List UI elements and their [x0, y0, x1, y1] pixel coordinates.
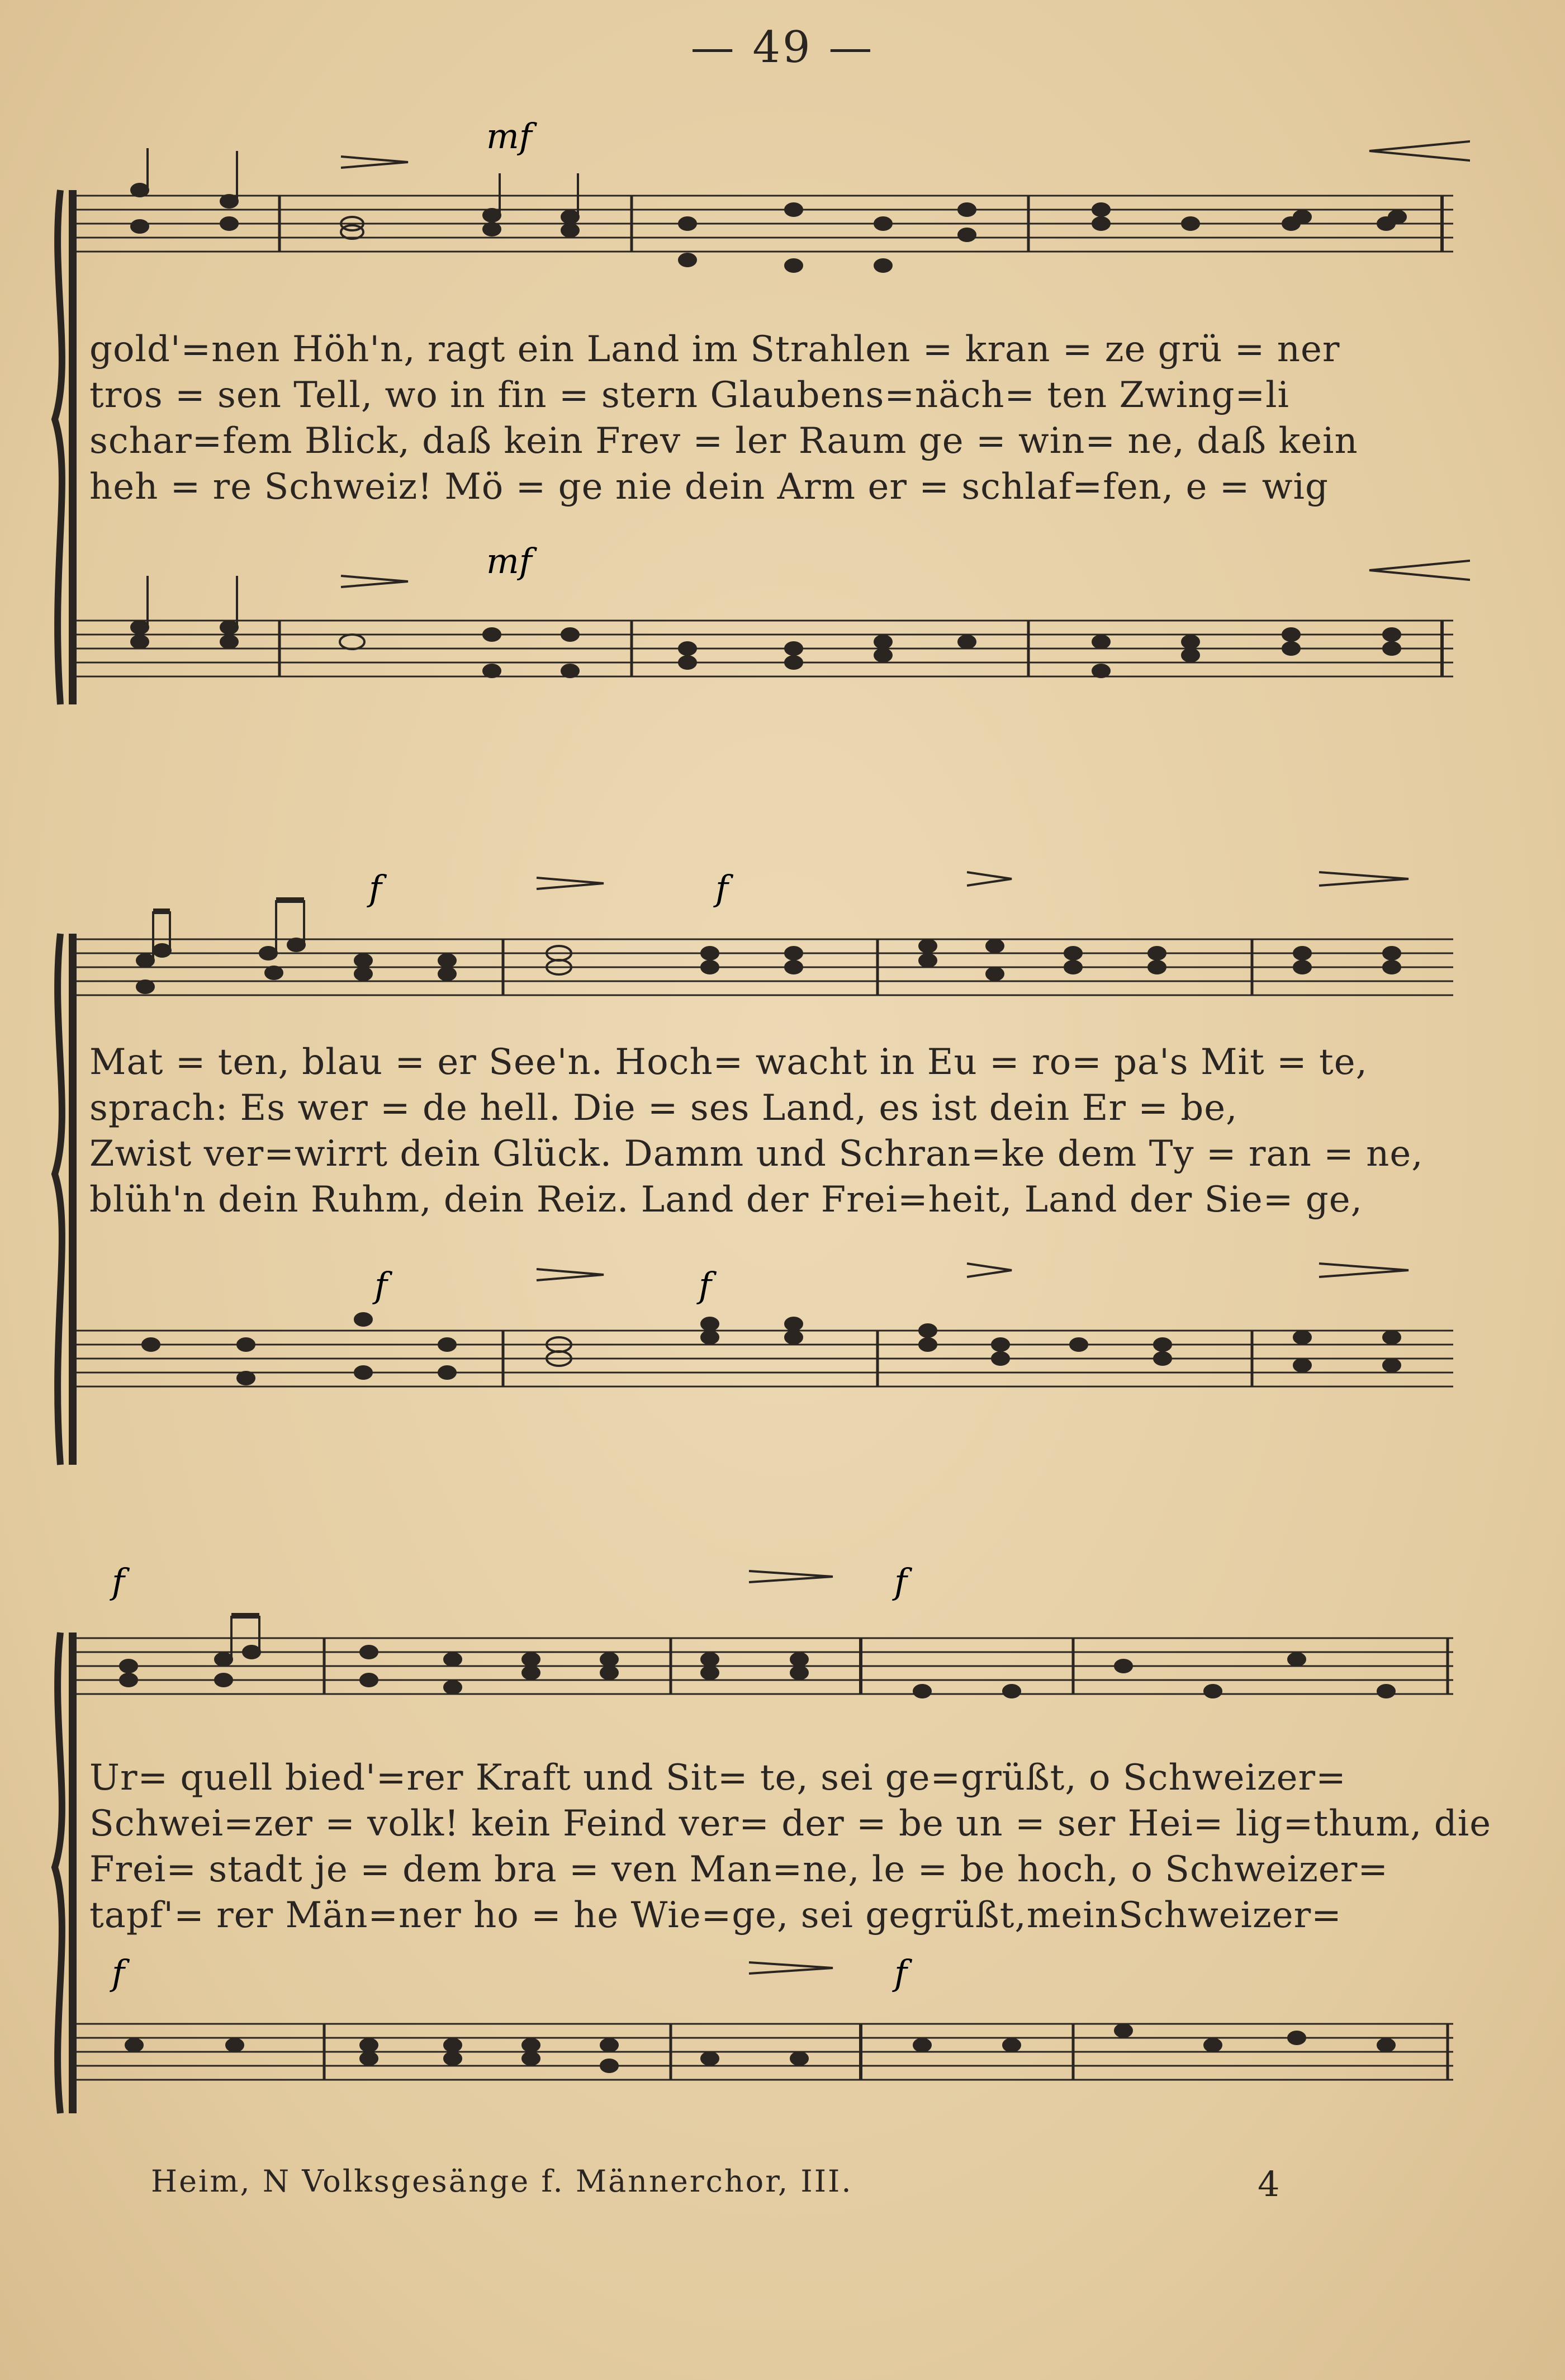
signature-mark: 4 — [1258, 2164, 1282, 2204]
lyric-verse-1: Ur= quell bied'=rer Kraft und Sit= te, sei ge=grüßt, o Schweizer= — [89, 1757, 1346, 1799]
lyric-verse-3: Frei= stadt je = dem bra = ven Man=ne, le = be hoch, o Schweizer= — [89, 1849, 1388, 1890]
system-3 — [50, 1543, 1492, 2147]
notes-lower — [126, 2024, 1395, 2072]
lyric-verse-3: schar=fem Blick, daß kein Frev = ler Raum ge = win= ne, daß kein — [89, 420, 1358, 462]
lyric-verse-3: Zwist ver=wirrt dein Glück. Damm und Schran=ke dem Ty = ran = ne, — [89, 1133, 1424, 1175]
staff-lower — [73, 1331, 1453, 1387]
lyric-verse-1: gold'=nen Höh'n, ragt ein Land im Strahlen = kran = ze grü = ner — [89, 329, 1340, 370]
dynamic-mf: mf — [486, 116, 532, 157]
staff-lower — [73, 621, 1453, 676]
dynamic-f-2: f — [894, 1561, 907, 1602]
accent-mark — [341, 157, 408, 168]
dynamic-f: f — [112, 1561, 125, 1602]
notes-upper — [137, 900, 1400, 993]
lyric-verse-2: Schwei=zer = volk! kein Feind ver= der = be un = ser Hei= lig=thum, die — [89, 1803, 1492, 1844]
lyric-verse-2: sprach: Es wer = de hell. Die = ses Land, es ist dein Er = be, — [89, 1087, 1238, 1129]
system-2 — [50, 839, 1470, 1482]
staff-upper — [73, 1638, 1453, 1694]
dynamic-mf-lower: mf — [486, 541, 532, 581]
system-1 — [50, 106, 1470, 721]
system-1-lyrics — [89, 327, 1470, 517]
dynamic-f-lower-2: f — [894, 1952, 907, 1993]
brace — [55, 190, 62, 704]
dynamic-f-lower: f — [112, 1952, 125, 1993]
staff-lower — [73, 2024, 1453, 2080]
staff-upper — [73, 196, 1453, 252]
dynamic-f-lower: f — [374, 1265, 387, 1305]
lyric-verse-4: heh = re Schweiz! Mö = ge nie dein Arm er = schlaf=fen, e = wig — [89, 466, 1329, 508]
system-3-lyrics — [89, 1756, 1492, 1946]
system-2-lyrics — [89, 1040, 1470, 1230]
notes-lower — [143, 1313, 1400, 1384]
crescendo-mark — [1369, 140, 1470, 162]
lyric-verse-4: tapf'= rer Män=ner ho = he Wie=ge, sei gegrüßt,meinSchweizer= — [89, 1895, 1342, 1936]
page-number: — 49 — — [690, 22, 875, 73]
dynamic-f-lower-2: f — [699, 1265, 712, 1305]
lyric-verse-4: blüh'n dein Ruhm, dein Reiz. Land der Frei=heit, Land der Sie= ge, — [89, 1179, 1363, 1220]
page-footer — [151, 2164, 1453, 2214]
notes-upper — [120, 1616, 1395, 1697]
lyric-verse-2: tros = sen Tell, wo in fin = stern Glaubens=näch= ten Zwing=li — [89, 375, 1289, 416]
book-title: Heim, N Volksgesänge f. Männerchor, III. — [151, 2164, 853, 2199]
dynamic-f-2: f — [715, 868, 728, 909]
dynamic-f: f — [369, 868, 382, 909]
lyric-verse-1: Mat = ten, blau = er See'n. Hoch= wacht in Eu = ro= pa's Mit = te, — [89, 1042, 1368, 1083]
